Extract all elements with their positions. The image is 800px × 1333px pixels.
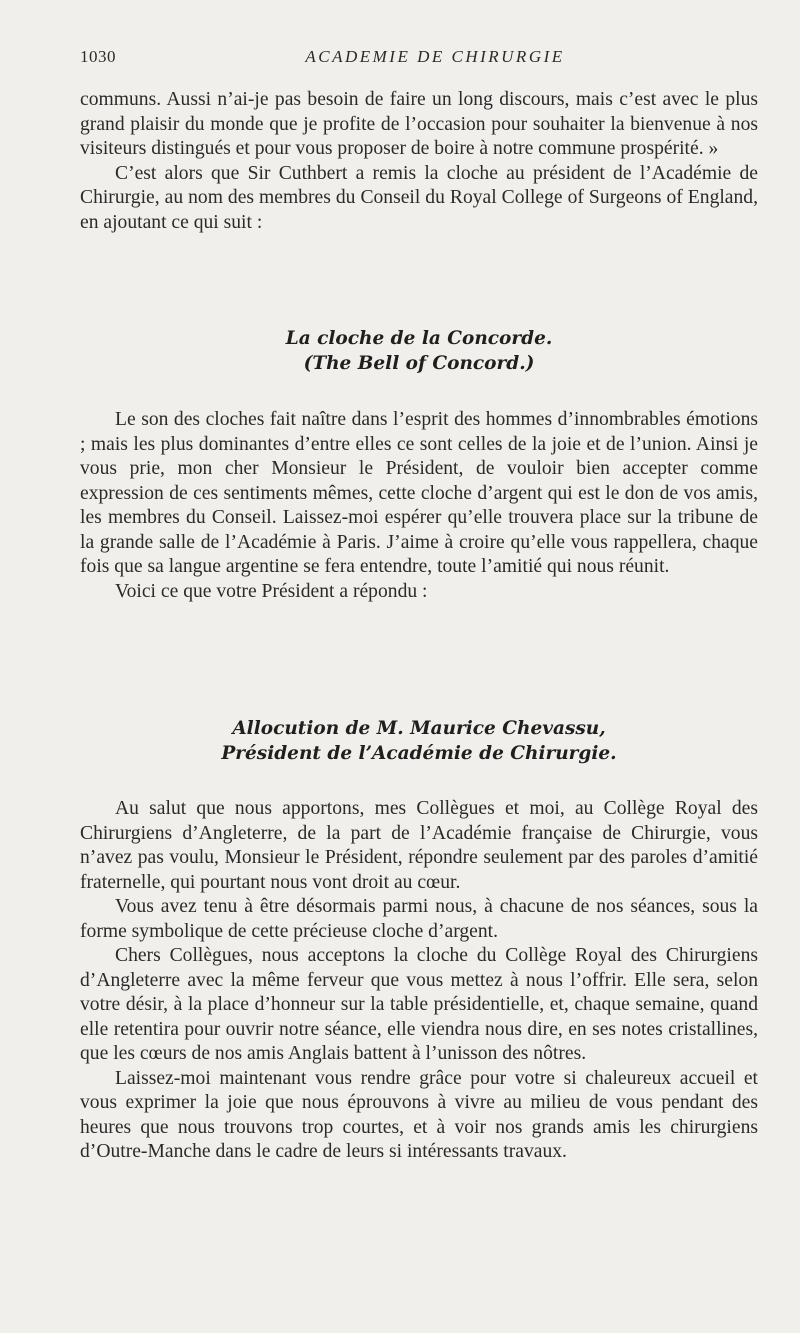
- paragraph: communs. Aussi n’ai-je pas besoin de faire un long discours, mais c’est avec le plus grand plaisir du monde que je profite de l’occasion pour souhaiter la bienvenue à nos visiteurs distingués et pour vous proposer de boire à notre commune prospérité. »: [80, 89, 758, 159]
- heading-line: La cloche de la Concorde.: [285, 328, 553, 349]
- paragraph: Laissez-moi maintenant vous rendre grâce pour votre si chaleureux accueil et vous exprimer la joie que nous éprouvons à vivre au milieu de vous pendant des heures que nous trouvons trop courtes, et à voir nos grands amis les chirurgiens d’Outre-Manche dans le cadre de leurs si intéressants travaux.: [80, 1067, 758, 1162]
- paragraph: C’est alors que Sir Cuthbert a remis la cloche au président de l’Académie de Chirurgie, au nom des membres du Conseil du Royal College of Surgeons of England, en ajoutant ce qui suit :: [80, 162, 758, 233]
- heading-line: Allocution de M. Maurice Chevassu,: [232, 718, 606, 739]
- section-3-text: [80, 797, 758, 1165]
- page-header: [80, 47, 760, 71]
- paragraph: Chers Collègues, nous acceptons la cloche du Collège Royal des Chirurgiens d’Angleterre avec la même ferveur que vous mettez à nous l’offrir. Elle sera, selon votre désir, à la place d’honneur sur la table présidentielle, et, chaque semaine, quand elle retentira pour ouvrir notre séance, elle viendra nous dire, en ses notes cristallines, que les cœurs de nos amis Anglais battent à l’unisson des nôtres.: [80, 945, 758, 1064]
- paragraph: Vous avez tenu à être désormais parmi nous, à chacune de nos séances, sous la forme symbolique de cette précieuse cloche d’argent.: [80, 896, 758, 942]
- paragraph: Le son des cloches fait naître dans l’esprit des hommes d’innombrables émotions ; mais les plus dominantes d’entre elles ce sont celles de la joie et de l’union. Ainsi je vous prie, mon cher Monsieur le Président, de vouloir bien accepter comme expression de ces sentiments mêmes, cette cloche d’argent qui est le don de vos amis, les membres du Conseil. Laissez-moi espérer qu’elle trouvera place sur la tribune de la grande salle de l’Académie à Paris. J’aime à croire qu’elle vous rappellera, chaque fois que sa langue argentine se fera entendre, toute l’amitié qui nous réunit.: [80, 409, 758, 577]
- heading-line: (The Bell of Concord.): [303, 353, 535, 374]
- paragraph: Au salut que nous apportons, mes Collègues et moi, au Collège Royal des Chirurgiens d’Angleterre, de la part de l’Académie française de Chirurgie, vous n’avez pas voulu, Monsieur le Président, répondre seulement par des paroles d’amitié fraternelle, qui pourtant nous vont droit au cœur.: [80, 798, 758, 893]
- heading-line: Président de l’Académie de Chirurgie.: [221, 743, 617, 764]
- section-2-text: [80, 408, 758, 604]
- page-number: 1030: [80, 47, 116, 66]
- paragraph: Voici ce que votre Président a répondu :: [115, 580, 428, 602]
- section-heading-bell-of-concord: [80, 326, 758, 376]
- section-heading-allocution: [80, 716, 758, 766]
- running-title: ACADEMIE DE CHIRURGIE: [305, 47, 565, 66]
- section-1-text: [80, 88, 758, 235]
